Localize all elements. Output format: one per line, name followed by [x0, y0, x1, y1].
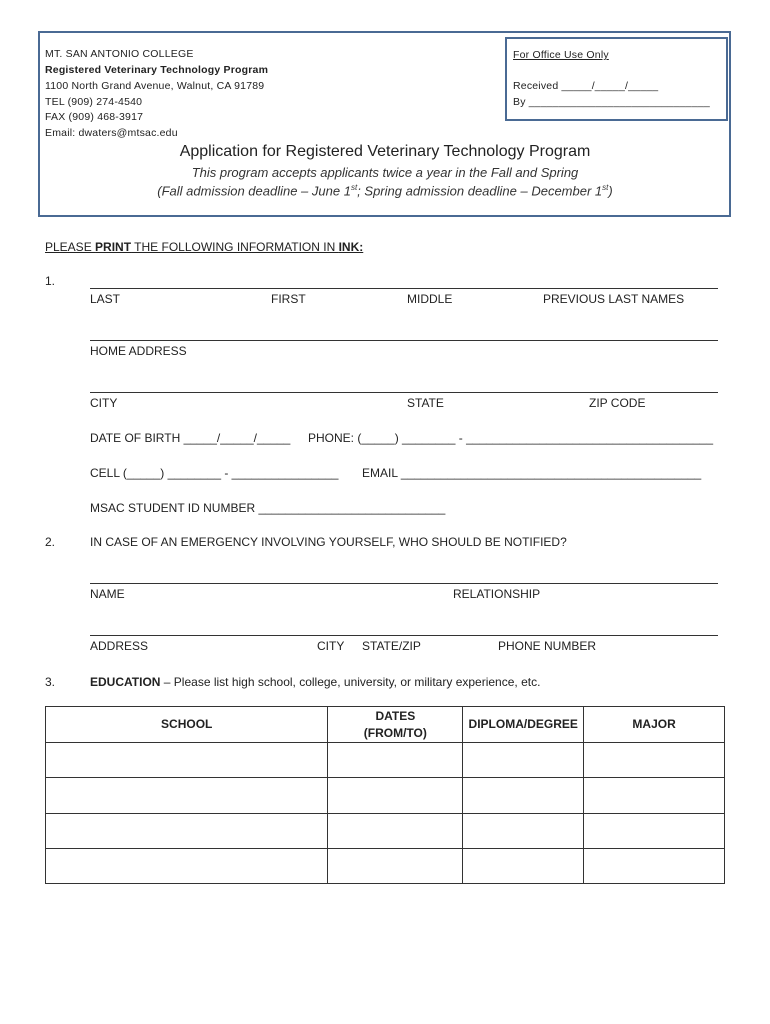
- college-name: MT. SAN ANTONIO COLLEGE: [45, 48, 194, 60]
- emergency-state-zip-label: STATE/ZIP: [362, 639, 421, 653]
- emergency-city-label: CITY: [317, 639, 345, 653]
- section-2-number: 2.: [45, 535, 56, 549]
- education-table: [45, 706, 725, 884]
- emergency-address-line[interactable]: [90, 635, 718, 636]
- college-fax: FAX (909) 468-3917: [45, 111, 144, 123]
- deadline-sup-2: st: [602, 183, 609, 192]
- college-address: 1100 North Grand Avenue, Walnut, CA 91789: [45, 80, 265, 92]
- instructions-pre: PLEASE: [45, 240, 96, 254]
- office-use-title: For Office Use Only: [513, 49, 609, 61]
- state-label: STATE: [407, 396, 444, 410]
- dates-header-line2: (FROM/TO): [363, 725, 427, 740]
- education-instructions: [90, 675, 540, 689]
- table-row: [46, 743, 725, 778]
- section-1-number: 1.: [45, 274, 56, 288]
- diploma-cell[interactable]: [463, 743, 584, 778]
- school-cell[interactable]: [46, 778, 328, 813]
- diploma-cell[interactable]: [463, 848, 584, 883]
- deadline-spring: ; Spring admission deadline – December 1: [357, 183, 603, 199]
- student-id-field[interactable]: MSAC STUDENT ID NUMBER ____________________________: [90, 501, 446, 515]
- school-cell[interactable]: [46, 848, 328, 883]
- major-column-header: MAJOR: [584, 707, 725, 743]
- dates-header-line1: DATES: [375, 708, 416, 723]
- section-3-number: 3.: [45, 675, 56, 689]
- city-label: CITY: [90, 396, 118, 410]
- program-name: Registered Veterinary Technology Program: [45, 64, 269, 76]
- deadline-note: [0, 183, 770, 198]
- city-state-zip-line[interactable]: [90, 392, 718, 393]
- emergency-relationship-label: RELATIONSHIP: [453, 587, 541, 601]
- name-line[interactable]: [90, 288, 718, 289]
- emergency-name-label: NAME: [90, 587, 125, 601]
- emergency-name-line[interactable]: [90, 583, 718, 584]
- instructions-mid: THE FOLLOWING INFORMATION IN: [131, 240, 339, 254]
- cell-phone-field[interactable]: CELL (_____) ________ - ________________: [90, 466, 339, 480]
- emergency-question: IN CASE OF AN EMERGENCY INVOLVING YOURSELF, WHO SHOULD BE NOTIFIED?: [90, 535, 567, 549]
- emergency-phone-label: PHONE NUMBER: [498, 639, 597, 653]
- school-column-header: SCHOOL: [46, 707, 328, 743]
- diploma-cell[interactable]: [463, 813, 584, 848]
- first-name-label: FIRST: [271, 292, 306, 306]
- office-received: Received _____/_____/_____: [513, 80, 659, 92]
- table-row: [46, 848, 725, 883]
- form-title: Application for Registered Veterinary Technology Program: [179, 143, 591, 160]
- email-field[interactable]: EMAIL _____________________________________________: [362, 466, 702, 480]
- deadline-sup-1: st: [350, 183, 358, 192]
- major-cell[interactable]: [584, 813, 725, 848]
- college-tel: TEL (909) 274-4540: [45, 96, 143, 108]
- instructions-ink: INK:: [338, 240, 364, 254]
- phone-field[interactable]: PHONE: (_____) ________ - _____________________________________: [308, 431, 714, 445]
- school-cell[interactable]: [46, 813, 328, 848]
- home-address-line[interactable]: [90, 340, 718, 341]
- college-email: Email: dwaters@mtsac.edu: [45, 127, 178, 139]
- education-text: – Please list high school, college, university, or military experience, etc.: [160, 675, 541, 689]
- deadline-close: ): [608, 183, 613, 199]
- dates-cell[interactable]: [328, 813, 463, 848]
- major-cell[interactable]: [584, 778, 725, 813]
- major-cell[interactable]: [584, 743, 725, 778]
- education-header-row: [46, 707, 725, 743]
- office-by: By ______________________________: [513, 96, 710, 108]
- major-cell[interactable]: [584, 848, 725, 883]
- dates-cell[interactable]: [328, 848, 463, 883]
- instructions-print: PRINT: [95, 240, 132, 254]
- table-row: [46, 778, 725, 813]
- home-address-label: HOME ADDRESS: [90, 344, 187, 358]
- education-heading: EDUCATION: [90, 675, 161, 689]
- date-of-birth-field[interactable]: DATE OF BIRTH _____/_____/_____: [90, 431, 291, 445]
- zip-code-label: ZIP CODE: [589, 396, 646, 410]
- form-subtitle: This program accepts applicants twice a year in the Fall and Spring: [191, 165, 579, 180]
- school-cell[interactable]: [46, 743, 328, 778]
- dates-cell[interactable]: [328, 778, 463, 813]
- dates-column-header: [328, 707, 463, 743]
- dates-cell[interactable]: [328, 743, 463, 778]
- emergency-address-label: ADDRESS: [90, 639, 149, 653]
- previous-names-label: PREVIOUS LAST NAMES: [543, 292, 685, 306]
- last-name-label: LAST: [90, 292, 121, 306]
- diploma-cell[interactable]: [463, 778, 584, 813]
- diploma-column-header: DIPLOMA/DEGREE: [463, 707, 584, 743]
- table-row: [46, 813, 725, 848]
- instructions: [45, 240, 363, 254]
- deadline-fall: (Fall admission deadline – June 1: [157, 183, 351, 199]
- middle-name-label: MIDDLE: [407, 292, 453, 306]
